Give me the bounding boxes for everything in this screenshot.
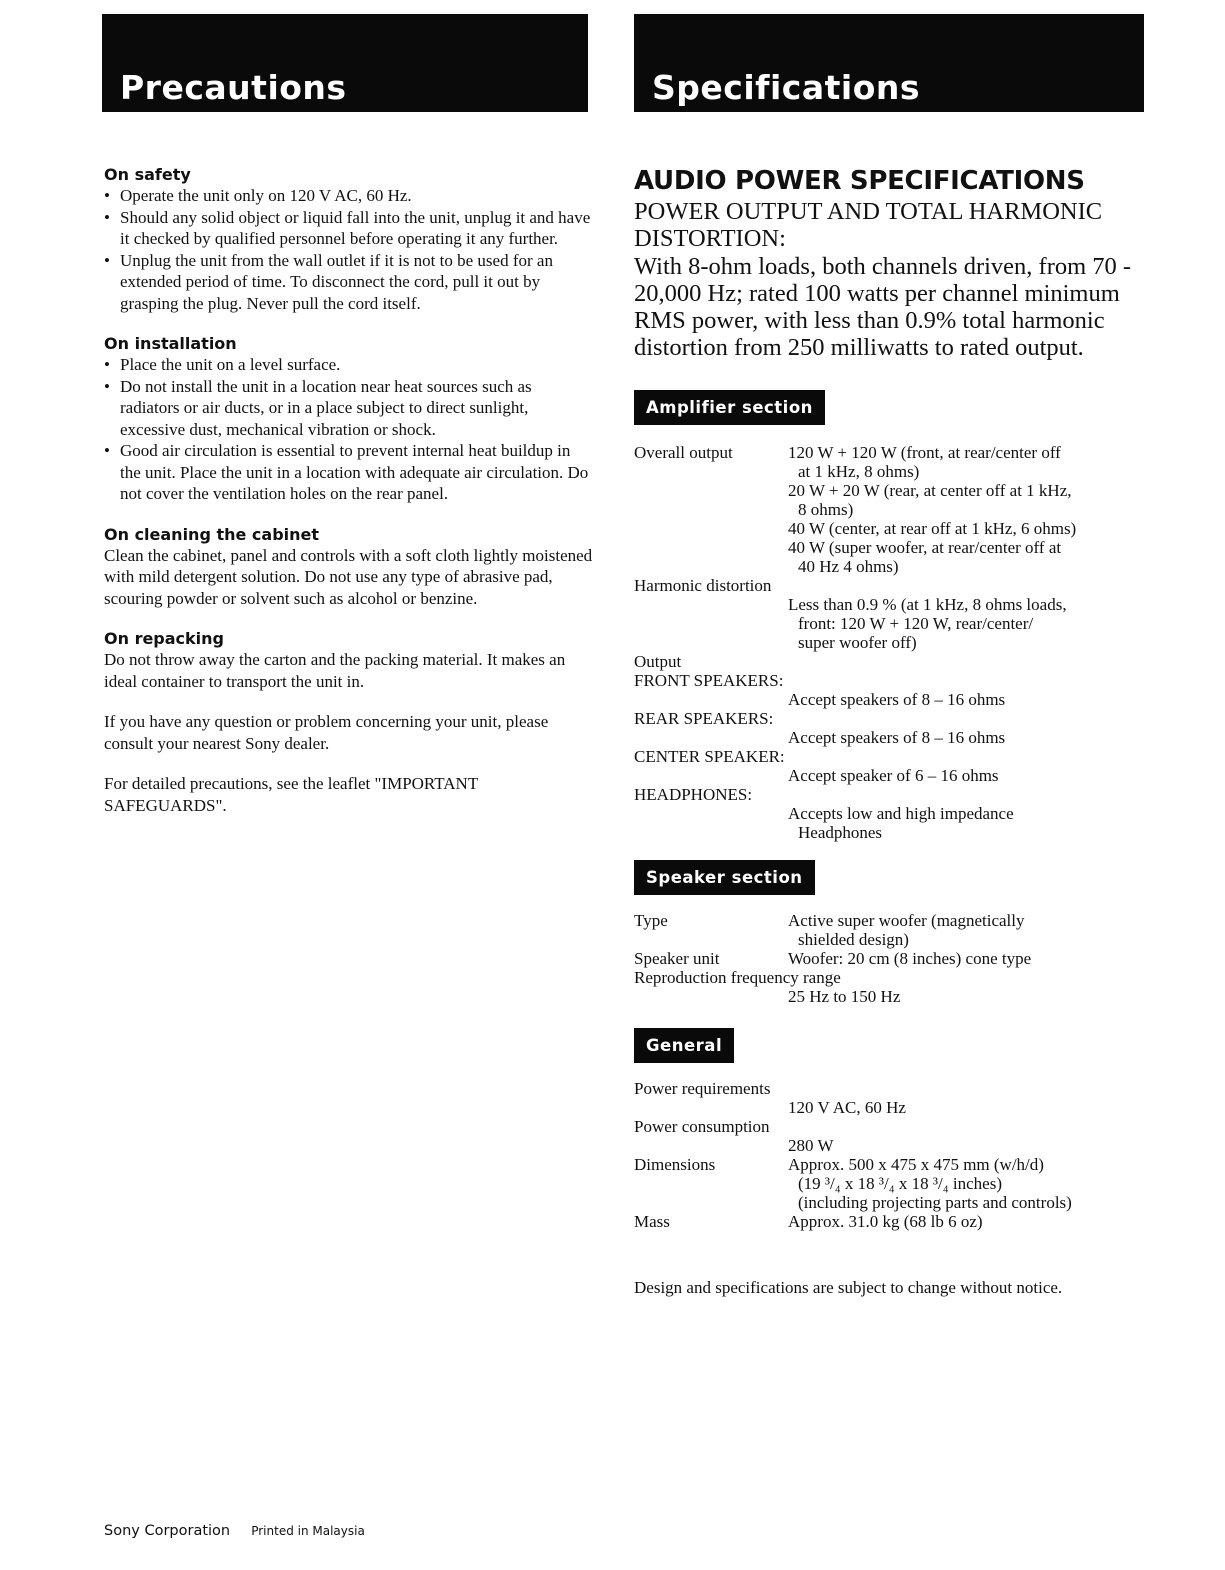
spec-row-center-speaker — [634, 747, 1134, 785]
amplifier-section-label: Amplifier section — [634, 390, 825, 425]
precautions-title: Precautions — [120, 68, 347, 107]
spec-value: 120 W + 120 W (front, at rear/center off — [788, 442, 1061, 462]
spec-value: Less than 0.9 % (at 1 kHz, 8 ohms loads, — [788, 594, 1067, 614]
spec-value: 40 Hz 4 ohms) — [798, 556, 899, 576]
spec-key: Speaker unit — [634, 948, 720, 968]
spec-row-speaker-unit — [634, 949, 1134, 968]
list-item: • Do not install the unit in a location near heat sources such as radiators or air ducts, or in a place subject to direct sunlight, excessive dust, mechanical vibration or shock. — [104, 376, 594, 441]
spec-key: CENTER SPEAKER: — [634, 746, 785, 766]
footer — [104, 1520, 365, 1539]
spec-row-headphones — [634, 785, 1134, 842]
spec-value: shielded design) — [798, 929, 909, 949]
leaflet-text: For detailed precautions, see the leaflet "IMPORTANT SAFEGUARDS". — [104, 774, 478, 815]
general-section-label: General — [634, 1028, 734, 1063]
spec-key: Overall output — [634, 442, 733, 462]
spec-key: HEADPHONES: — [634, 784, 753, 804]
spec-row-dimensions — [634, 1155, 1134, 1212]
spec-key: REAR SPEAKERS: — [634, 708, 774, 728]
spec-key: Output — [634, 651, 682, 671]
spec-key: Power consumption — [634, 1116, 770, 1136]
spec-value: front: 120 W + 120 W, rear/center/ — [798, 613, 1034, 633]
section-heading-safety: On safety — [104, 165, 191, 184]
spec-value: Accept speaker of 6 – 16 ohms — [788, 765, 999, 785]
section-heading-repacking: On repacking — [104, 629, 225, 648]
spec-row-type — [634, 911, 1134, 949]
spec-value: 40 W (center, at rear off at 1 kHz, 6 ohms) — [788, 518, 1077, 538]
spec-row-power-requirements — [634, 1079, 1134, 1117]
specifications-banner — [634, 14, 1144, 112]
spec-key: FRONT SPEAKERS: — [634, 670, 784, 690]
spec-row-harmonic-distortion — [634, 576, 1134, 652]
specifications-title: Specifications — [652, 68, 921, 107]
spec-value: Approx. 500 x 475 x 475 mm (w/h/d) — [788, 1154, 1044, 1174]
list-item: • Good air circulation is essential to prevent internal heat buildup in the unit. Place the unit in a location with adequate air circulation. Do not cover the ventilation holes on the rear panel. — [104, 440, 594, 505]
spec-key: Reproduction frequency range — [634, 967, 841, 987]
spec-key: Mass — [634, 1211, 670, 1231]
spec-row-output — [634, 652, 1134, 671]
spec-row-rear-speakers — [634, 709, 1134, 747]
spec-value: Woofer: 20 cm (8 inches) cone type — [788, 948, 1032, 968]
list-item: • Unplug the unit from the wall outlet if it is not to be used for an extended period of time. To disconnect the cord, pull it out by grasping the plug. Never pull the cord itself. — [104, 250, 594, 315]
spec-value: (including projecting parts and controls) — [798, 1192, 1072, 1212]
spec-value: 20 W + 20 W (rear, at center off at 1 kHz, — [788, 480, 1072, 500]
spec-key: Dimensions — [634, 1154, 716, 1174]
spec-value: (19 ³/₄ x 18 ³/₄ x 18 ³/₄ inches) — [798, 1173, 1002, 1193]
precautions-banner — [102, 14, 588, 112]
installation-list — [104, 354, 594, 505]
company-name: Sony Corporation — [104, 1523, 231, 1539]
spec-row-power-consumption — [634, 1117, 1134, 1155]
power-statement: With 8-ohm loads, both channels driven, from 70 - 20,000 Hz; rated 100 watts per channel minimum RMS power, with less than 0.9% total harmonic distortion from 250 milliwatts to rated output. — [634, 252, 1132, 362]
contact-text: If you have any question or problem concerning your unit, please consult your nearest Sony dealer. — [104, 712, 549, 753]
spec-row-overall-output — [634, 443, 1134, 576]
spec-row-frequency-range — [634, 968, 1134, 1006]
spec-value: 8 ohms) — [798, 499, 854, 519]
spec-value: 280 W — [788, 1135, 834, 1155]
amplifier-specs — [634, 443, 1134, 842]
spec-value: Active super woofer (magnetically — [788, 910, 1025, 930]
spec-value: Headphones — [798, 822, 883, 842]
spec-row-mass — [634, 1212, 1134, 1231]
spec-value: Accepts low and high impedance — [788, 803, 1014, 823]
section-heading-cleaning: On cleaning the cabinet — [104, 524, 320, 544]
general-specs — [634, 1079, 1134, 1231]
spec-value: Approx. 31.0 kg (68 lb 6 oz) — [788, 1211, 983, 1231]
spec-value: 40 W (super woofer, at rear/center off at — [788, 537, 1062, 557]
spec-value: Accept speakers of 8 – 16 ohms — [788, 727, 1006, 747]
list-item: • Place the unit on a level surface. — [104, 354, 594, 376]
spec-key: Power requirements — [634, 1078, 771, 1098]
speaker-section-label: Speaker section — [634, 860, 815, 895]
spec-value: 25 Hz to 150 Hz — [788, 986, 901, 1006]
speaker-specs — [634, 911, 1134, 1006]
cleaning-text: Clean the cabinet, panel and controls with a soft cloth lightly moistened with mild detergent solution. Do not use any type of abrasive pad, scouring powder or solvent such as alcohol or benzine. — [104, 545, 593, 608]
printed-in: Printed in Malaysia — [251, 1524, 365, 1538]
specifications-column — [634, 164, 1134, 1298]
spec-row-front-speakers — [634, 671, 1134, 709]
spec-key: Type — [634, 910, 668, 930]
spec-key: Harmonic distortion — [634, 575, 772, 595]
spec-value: at 1 kHz, 8 ohms) — [798, 461, 920, 481]
spec-value: Accept speakers of 8 – 16 ohms — [788, 689, 1006, 709]
spec-value: super woofer off) — [798, 632, 917, 652]
change-notice: Design and specifications are subject to change without notice. — [634, 1277, 1063, 1297]
audio-power-heading: AUDIO POWER SPECIFICATIONS — [634, 166, 1085, 196]
section-heading-installation: On installation — [104, 334, 237, 353]
safety-list — [104, 185, 594, 314]
power-output-heading: POWER OUTPUT AND TOTAL HARMONIC DISTORTION: — [634, 198, 1103, 253]
list-item: • Operate the unit only on 120 V AC, 60 Hz. — [104, 185, 594, 207]
repacking-text: Do not throw away the carton and the packing material. It makes an ideal container to transport the unit in. — [104, 650, 566, 691]
spec-value: 120 V AC, 60 Hz — [788, 1097, 906, 1117]
list-item: • Should any solid object or liquid fall into the unit, unplug it and have it checked by qualified personnel before operating it any further. — [104, 207, 594, 250]
precautions-column — [104, 164, 594, 816]
